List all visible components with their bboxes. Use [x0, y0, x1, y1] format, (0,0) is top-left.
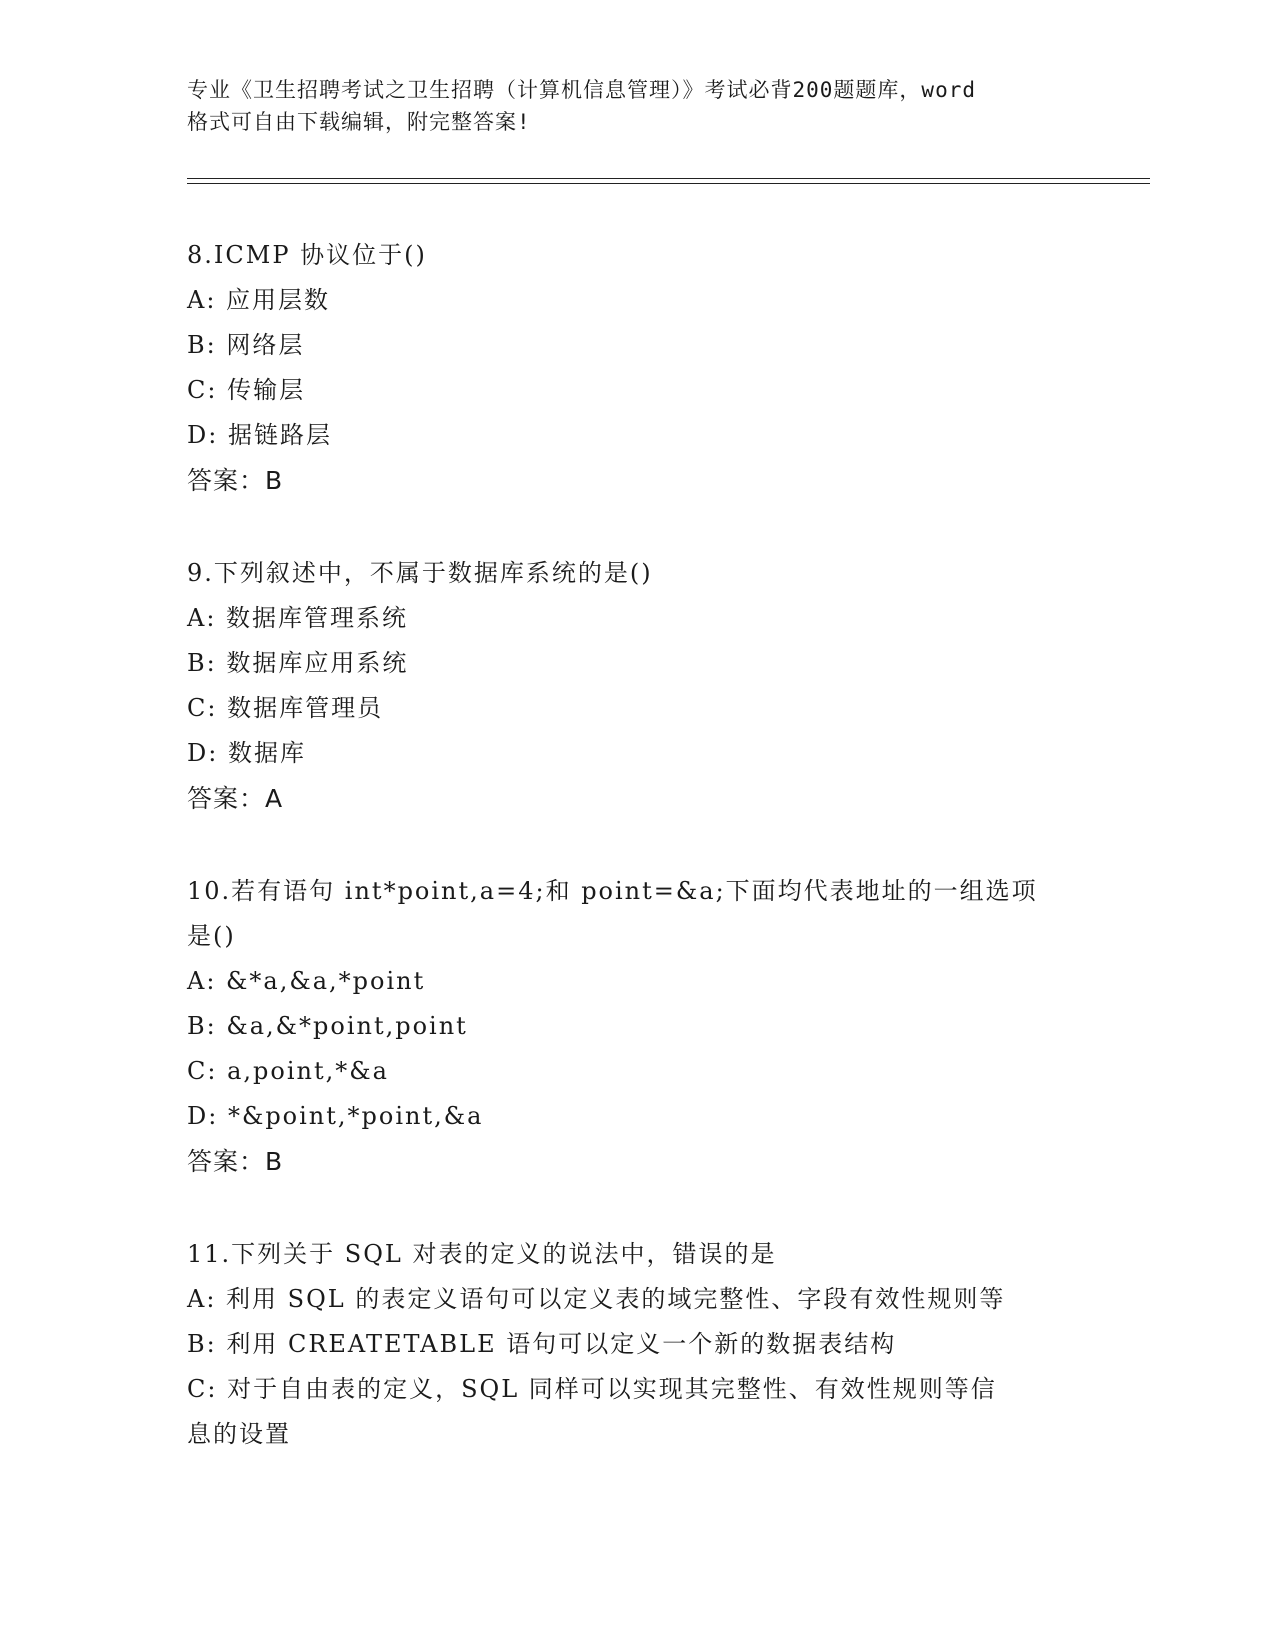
header-divider-bottom [187, 183, 1150, 184]
question-title: 11.下列关于 SQL 对表的定义的说法中，错误的是 [187, 1240, 777, 1268]
option-c-line-1: C: 对于自由表的定义，SQL 同样可以实现其完整性、有效性规则等信 [187, 1375, 997, 1403]
header-line-1: 专业《卫生招聘考试之卫生招聘（计算机信息管理）》考试必背200题题库，word [187, 78, 976, 102]
question-title: 8.ICMP 协议位于() [187, 241, 427, 269]
question-11 [187, 1232, 1067, 1457]
option-d: D: *&point,*point,&a [187, 1102, 484, 1130]
option-d: D: 数据库 [187, 739, 306, 767]
answer: 答案：B [187, 1147, 284, 1176]
question-title-line-2: 是() [187, 922, 236, 950]
answer: 答案：B [187, 466, 284, 495]
header-line-2: 格式可自由下载编辑，附完整答案! [187, 110, 531, 134]
option-c: C: 数据库管理员 [187, 694, 384, 722]
option-a: A: 应用层数 [187, 286, 331, 314]
question-8 [187, 233, 1067, 503]
option-c: C: 传输层 [187, 376, 306, 404]
question-title: 9.下列叙述中，不属于数据库系统的是() [187, 559, 653, 587]
document-header [187, 74, 1087, 138]
option-c-line-2: 息的设置 [187, 1420, 291, 1448]
option-b: B: &a,&*point,point [187, 1012, 468, 1040]
option-b: B: 数据库应用系统 [187, 649, 409, 677]
option-c: C: a,point,*&a [187, 1057, 389, 1085]
option-a: A: 数据库管理系统 [187, 604, 409, 632]
answer: 答案：A [187, 784, 284, 813]
option-b: B: 网络层 [187, 331, 305, 359]
option-b: B: 利用 CREATETABLE 语句可以定义一个新的数据表结构 [187, 1330, 897, 1358]
option-a: A: 利用 SQL 的表定义语句可以定义表的域完整性、字段有效性规则等 [187, 1285, 1006, 1313]
question-title-line-1: 10.若有语句 int*point,a=4;和 point=&a;下面均代表地址的一组选项 [187, 877, 1038, 905]
question-9 [187, 551, 1067, 821]
option-a: A: &*a,&a,*point [187, 967, 426, 995]
option-d: D: 据链路层 [187, 421, 332, 449]
header-divider-top [187, 178, 1150, 179]
question-10 [187, 869, 1067, 1184]
